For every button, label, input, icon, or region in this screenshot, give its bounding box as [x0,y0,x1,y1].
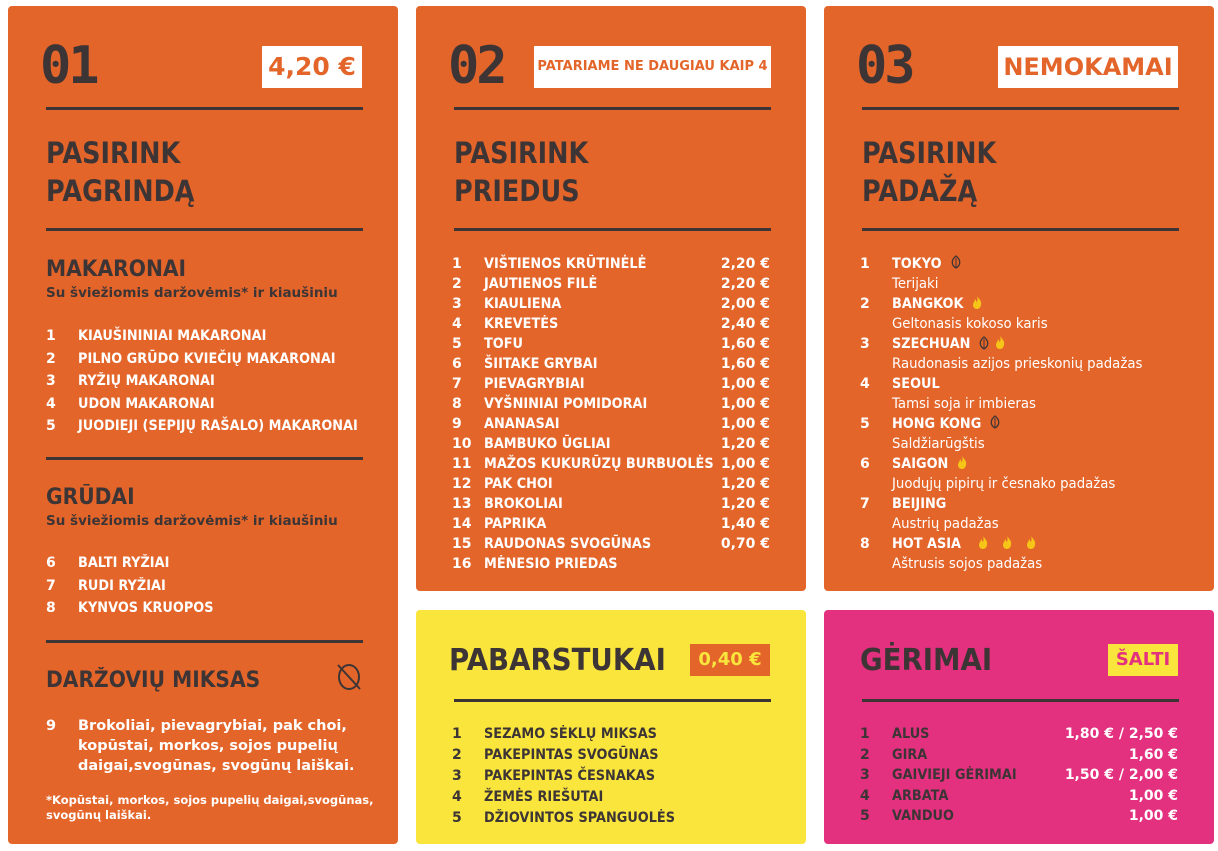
heading-line-2: PAGRINDĄ [46,174,195,208]
list-item [46,326,376,346]
sauce-item [860,374,1178,394]
item-number: 7 [46,577,56,594]
item-name: PAKEPINTAS SVOGŪNAS [484,747,659,763]
darzoviu-miksas-title: DARŽOVIŲ MIKSAS [46,668,261,693]
mix-item-text: Brokoliai, pievagrybiai, pak choi, kopūstai, morkos, sojos pupelių daigai,svogūnas, svogūnų laiškai. [78,718,355,774]
drinks-title: GĖRIMAI [860,643,993,678]
list-item [46,371,376,391]
item-name: KREVETĖS [484,316,559,332]
sauce-description: Tamsi soja ir imbieras [892,396,1036,412]
list-item [452,745,770,765]
makaronai-title: MAKARONAI [46,257,187,282]
sprinkles-title: PABARSTUKAI [449,643,666,678]
item-number: 12 [452,476,472,492]
list-item [452,434,770,454]
item-number: 4 [452,316,462,332]
item-number: 7 [452,376,462,392]
item-number: 4 [452,789,462,805]
item-price: 1,60 € [1128,746,1178,763]
item-name: TOFU [484,336,523,352]
list-item [46,416,376,436]
sauce-card [824,6,1214,591]
item-number: 1 [452,726,462,742]
item-price: 1,50 € / 2,00 € [1064,767,1178,783]
item-name: KIAUŠININIAI MAKARONAI [78,328,267,344]
divider [46,228,363,231]
item-name: GAIVIEJI GĖRIMAI [892,767,1017,783]
item-price: 2,00 € [720,296,770,312]
item-price: 1,00 € [1128,787,1178,804]
list-item [860,724,1178,744]
item-number: 4 [860,787,870,804]
item-name: HONG KONG [892,416,982,432]
item-name: ŽEMĖS RIEŠUTAI [484,789,604,805]
list-item [452,724,770,744]
item-price: 1,00 € [720,456,770,472]
item-name: VIŠTIENOS KRŪTINĖLĖ [484,256,647,272]
sauce-description: Saldžiarūgštis [892,436,985,452]
item-number: 1 [860,256,870,272]
item-name: KYNVOS KRUOPOS [78,600,214,616]
list-item [860,745,1178,765]
item-price: 1,60 € [720,336,770,352]
divider [454,228,771,231]
item-name: ARBATA [892,787,949,804]
item-price: 1,20 € [720,496,770,512]
vegan-leaf-icon [989,415,1001,435]
list-item [452,808,770,828]
item-price: 2,20 € [720,256,770,272]
item-number: 3 [860,767,870,783]
item-number: 13 [452,496,472,512]
item-number: 16 [452,556,472,572]
item-name: RYŽIŲ MAKARONAI [78,373,215,389]
item-number: 3 [452,296,462,312]
sauce-item [860,294,1178,314]
list-item [860,806,1178,826]
makaronai-note: Su šviežiomis daržovėmis* ir kiaušiniu [46,285,338,301]
price-badge: 0,40 € [690,644,770,676]
heat-icons [967,295,983,316]
list-item [452,334,770,354]
sauce-item [860,414,1178,434]
sauce-description: Geltonasis kokoso karis [892,316,1048,332]
item-number: 1 [46,328,56,344]
spicy-flame-icon [1025,535,1037,556]
divider [454,107,771,110]
item-name: UDON MAKARONAI [78,395,215,412]
sprinkles-card [416,610,806,844]
item-name: RUDI RYŽIAI [78,577,166,594]
list-item [452,374,770,394]
item-price: 1,20 € [720,436,770,452]
item-number: 1 [860,726,870,742]
item-price: 1,00 € [720,376,770,392]
item-name: SEZAMO SĖKLŲ MIKSAS [484,726,657,742]
item-number: 5 [860,808,870,824]
item-name: GIRA [892,746,928,763]
heading-line-1: PASIRINK [862,136,997,170]
heat-icons [946,255,962,275]
list-item [860,765,1178,785]
item-number: 15 [452,536,472,552]
item-name: ALUS [892,726,930,742]
item-number: 7 [860,496,870,512]
item-number: 6 [452,356,462,372]
list-item [452,494,770,514]
sauce-item [860,254,1178,274]
item-name: ŠIITAKE GRYBAI [484,356,598,372]
item-name: BAMBUKO ŪGLIAI [484,436,611,452]
list-item [452,766,770,786]
item-name: SEOUL [892,376,940,392]
item-price: 1,00 € [720,416,770,432]
cold-badge: ŠALTI [1108,644,1178,676]
sauce-description: Juodųjų pipirų ir česnako padažas [892,476,1116,492]
spicy-flame-icon [1001,535,1013,556]
item-number: 5 [46,418,56,434]
heading-line-2: PRIEDUS [454,174,580,208]
list-item [452,414,770,434]
list-item [452,474,770,494]
divider [46,640,363,643]
item-number: 8 [860,536,870,552]
item-name: BEIJING [892,496,947,512]
spicy-flame-icon [994,335,1006,356]
divider [454,699,771,702]
heat-icons [965,535,1037,556]
divider [862,228,1179,231]
heat-icons [952,455,968,476]
divider [862,107,1179,110]
list-item [452,274,770,294]
item-name: PIEVAGRYBIAI [484,376,585,392]
item-number: 3 [46,373,56,389]
item-name: JUODIEJI (SEPIJŲ RAŠALO) MAKARONAI [78,418,358,434]
list-item [46,349,376,369]
item-price: 2,40 € [720,316,770,332]
base-card [8,6,398,844]
heading-line-1: PASIRINK [46,136,181,170]
footnote: *Kopūstai, morkos, sojos pupelių daigai,svogūnas, svogūnų laiškai. [46,793,374,822]
advice-badge: PATARIAME NE DAUGIAU KAIP 4 [534,46,771,88]
item-number: 8 [452,396,462,412]
sauce-description: Austrių padažas [892,516,999,532]
item-number: 2 [46,350,56,367]
list-item [452,454,770,474]
sauce-item [860,454,1178,474]
item-name: PAK CHOI [484,476,553,492]
item-number: 8 [46,600,56,616]
step-number: 01 [40,36,97,96]
item-number: 2 [860,296,870,312]
item-name: DŽIOVINTOS SPANGUOLĖS [484,810,676,826]
list-item [452,534,770,554]
item-name: BANGKOK [892,296,964,312]
no-gluten-icon [334,662,364,692]
list-item [452,294,770,314]
list-item [46,394,376,414]
item-number: 6 [860,456,870,472]
item-name: VANDUO [892,808,954,824]
item-price: 1,40 € [720,516,770,532]
price-badge: 4,20 € [262,46,362,88]
divider [46,457,363,460]
list-item [452,554,770,574]
item-name: VYŠNINIAI POMIDORAI [484,396,648,412]
spicy-flame-icon [977,535,989,556]
item-number: 3 [452,768,462,784]
item-number: 4 [860,376,870,392]
item-number: 9 [452,416,462,432]
list-item [452,514,770,534]
item-name: RAUDONAS SVOGŪNAS [484,536,652,552]
item-price: 0,70 € [720,536,770,552]
item-name: SAIGON [892,456,949,472]
heading-line-2: PADAŽĄ [862,174,978,208]
item-number: 2 [452,747,462,763]
list-item [452,394,770,414]
list-item [46,553,376,573]
spicy-flame-icon [971,295,983,316]
item-number: 5 [452,810,462,826]
item-name: KIAULIENA [484,296,562,312]
list-item [452,254,770,274]
sauce-item [860,494,1178,514]
item-number: 2 [452,276,462,292]
item-number: 10 [452,436,472,452]
item-price: 1,00 € [720,396,770,412]
item-name: MĖNESIO PRIEDAS [484,556,618,572]
item-name: PILNO GRŪDO KVIEČIŲ MAKARONAI [78,350,336,367]
divider [46,107,363,110]
item-price: 1,80 € / 2,50 € [1064,726,1178,742]
item-number: 11 [452,456,472,472]
item-name: TOKYO [892,256,942,272]
heat-icons [985,415,1001,435]
section-heading [454,134,588,210]
item-name: BALTI RYŽIAI [78,555,170,571]
item-number: 2 [860,746,870,763]
vegan-leaf-icon [978,336,990,356]
item-price: 1,00 € [1128,808,1178,824]
item-price: 1,60 € [720,356,770,372]
step-number: 03 [856,36,913,96]
item-name: JAUTIENOS FILĖ [484,276,598,292]
sauce-description: Raudonasis azijos prieskonių padažas [892,356,1143,372]
list-item [452,787,770,807]
heading-line-1: PASIRINK [454,136,589,170]
grudai-note: Su šviežiomis daržovėmis* ir kiaušiniu [46,513,338,529]
step-number: 02 [448,36,505,96]
sauce-description: Aštrusis sojos padažas [892,556,1043,572]
item-number: 6 [46,555,56,571]
item-number: 5 [452,336,462,352]
item-number: 1 [452,256,462,272]
list-item [46,598,376,618]
item-price: 1,20 € [720,476,770,492]
toppings-card [416,6,806,591]
divider [862,699,1179,702]
item-number: 3 [860,336,870,352]
item-name: BROKOLIAI [484,496,563,512]
list-item [452,354,770,374]
vegan-leaf-icon [950,255,962,275]
heat-icons [974,335,1006,356]
item-name: PAPRIKA [484,516,547,532]
list-item [860,786,1178,806]
drinks-card [824,610,1214,844]
item-name: MAŽOS KUKURŪZŲ BURBUOLĖS [484,456,714,472]
item-price: 2,20 € [720,276,770,292]
item-name: SZECHUAN [892,336,971,352]
list-item [46,576,376,596]
free-badge: NEMOKAMAI [998,46,1178,88]
item-name: PAKEPINTAS ČESNAKAS [484,768,656,784]
item-name: HOT ASIA [892,536,962,552]
spicy-flame-icon [956,455,968,476]
item-name: ANANASAI [484,416,560,432]
item-number: 4 [46,395,56,412]
sauce-description: Terijaki [892,276,939,292]
section-heading [46,134,195,210]
section-heading [862,134,996,210]
item-number: 5 [860,416,870,432]
list-item [452,314,770,334]
item-number: 14 [452,516,472,532]
mix-item-number: 9 [46,718,57,734]
sauce-item [860,534,1178,554]
sauce-item [860,334,1178,354]
grudai-title: GRŪDAI [46,485,135,510]
